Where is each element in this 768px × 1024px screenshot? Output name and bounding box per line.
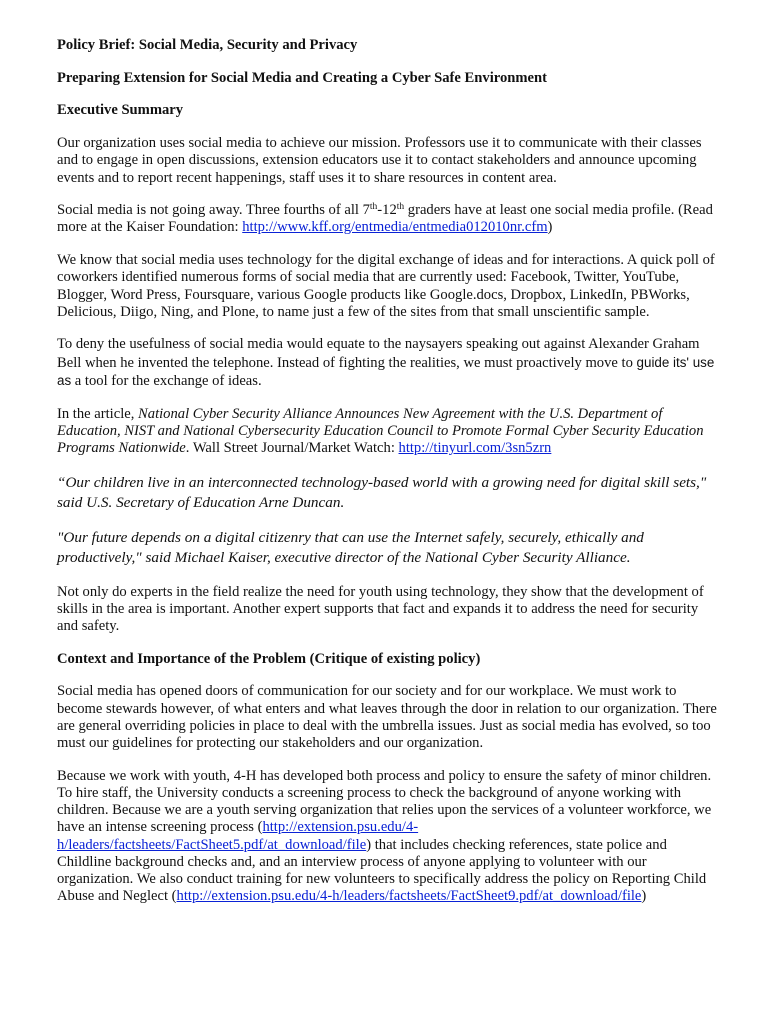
document-page: [57, 37, 717, 921]
factsheet9-link[interactable]: http://extension.psu.edu/4-h/leaders/factsheets/FactSheet9.pdf/at_download/file: [176, 888, 642, 905]
paragraph-opened-doors: Social media has opened doors of communication for our society and for our workplace. We must work to become stewards however, of what enters and what leaves through the door in relation to our organization. There are general overriding policies in place to deal with the umbrella issues. Just as social media has evolved, so too must our guidelines for protecting our stakeholders and our organization.: [57, 683, 717, 752]
paragraph-naysayers: To deny the usefulness of social media would equate to the naysayers speaking out against Alexander Graham Bell when he invented the telephone. Instead of fighting the realities, we must proactively move to guide its' use as a tool for the exchange of ideas.: [57, 336, 715, 389]
paragraph-experts: Not only do experts in the field realize the need for youth using technology, they show that the development of skills in the area is important. Another expert supports that fact and expands it to address the need for security and safety.: [57, 583, 704, 635]
tinyurl-link[interactable]: http://tinyurl.com/3sn5zrn: [398, 439, 552, 456]
executive-summary-heading: Executive Summary: [57, 102, 184, 119]
document-subtitle: Preparing Extension for Social Media and Creating a Cyber Safe Environment: [57, 69, 547, 86]
factsheet5-link[interactable]: http://extension.psu.edu/4-h/leaders/factsheets/FactSheet5.pdf/at_download/file: [57, 819, 419, 853]
context-heading: Context and Importance of the Problem (Critique of existing policy): [57, 650, 481, 667]
paragraph-not-going-away: Social media is not going away. Three fourths of all 7th-12th graders have at least one social media profile. (Read more at the Kaiser Foundation: http://www.kff.org/entmedia/entmedia012010nr.cfm): [57, 202, 713, 236]
paragraph-work-with-youth: Because we work with youth, 4-H has developed both process and policy to ensure the safety of minor children. To hire staff, the University conducts a screening process to check the background of anyone working with children. Because we are a youth serving organization that relies upon the services of a volunteer workforce, we have an intense screening process (http://extension.psu.edu/4-h/leaders/factsheets/FactSheet5.pdf/at_download/file) that includes checking references, state police and Childline background checks and, and an interview process of anyone applying to volunteer with our organization. We also conduct training for new volunteers to specifically address the policy on Reporting Child Abuse and Neglect (http://extension.psu.edu/4-h/leaders/factsheets/FactSheet9.pdf/at_download/file): [57, 767, 712, 905]
paragraph-digital-exchange: We know that social media uses technology for the digital exchange of ideas and for interactions. A quick poll of coworkers identified numerous forms of social media that are currently used: Facebook, Twitter, YouTube, Blogger, Word Press, Foursquare, various Google products like Google.docs, Dropbox, LinkedIn, PBWorks, Delicious, Diigo, Ning, and Plone, to name just a few of the sites from that small unscientific sample.: [57, 252, 715, 320]
kff-link[interactable]: http://www.kff.org/entmedia/entmedia012010nr.cfm: [242, 219, 548, 236]
paragraph-article: In the article, National Cyber Security Alliance Announces New Agreement with the U.S. Department of Education, NIST and National Cybersecurity Education Council to Promote Formal Cyber Security Education Programs Nationwide. Wall Street Journal/Market Watch: http://tinyurl.com/3sn5zrn: [57, 405, 704, 456]
quote-michael-kaiser: "Our future depends on a digital citizenry that can use the Internet safely, securely, ethically and productively," said Michael Kaiser, executive director of the National Cyber Security Alliance.: [57, 529, 644, 567]
paragraph-organization-uses: Our organization uses social media to achieve our mission. Professors use it to communicate with their classes and to engage in open discussions, extension educators use it to contact stakeholders and announce upcoming events and to report recent happenings, staff uses it to share resources in content area.: [57, 135, 702, 186]
document-title: Policy Brief: Social Media, Security and Privacy: [57, 37, 358, 53]
quote-arne-duncan: “Our children live in an interconnected technology-based world with a growing need for digital skill sets," said U.S. Secretary of Education Arne Duncan.: [57, 473, 707, 511]
